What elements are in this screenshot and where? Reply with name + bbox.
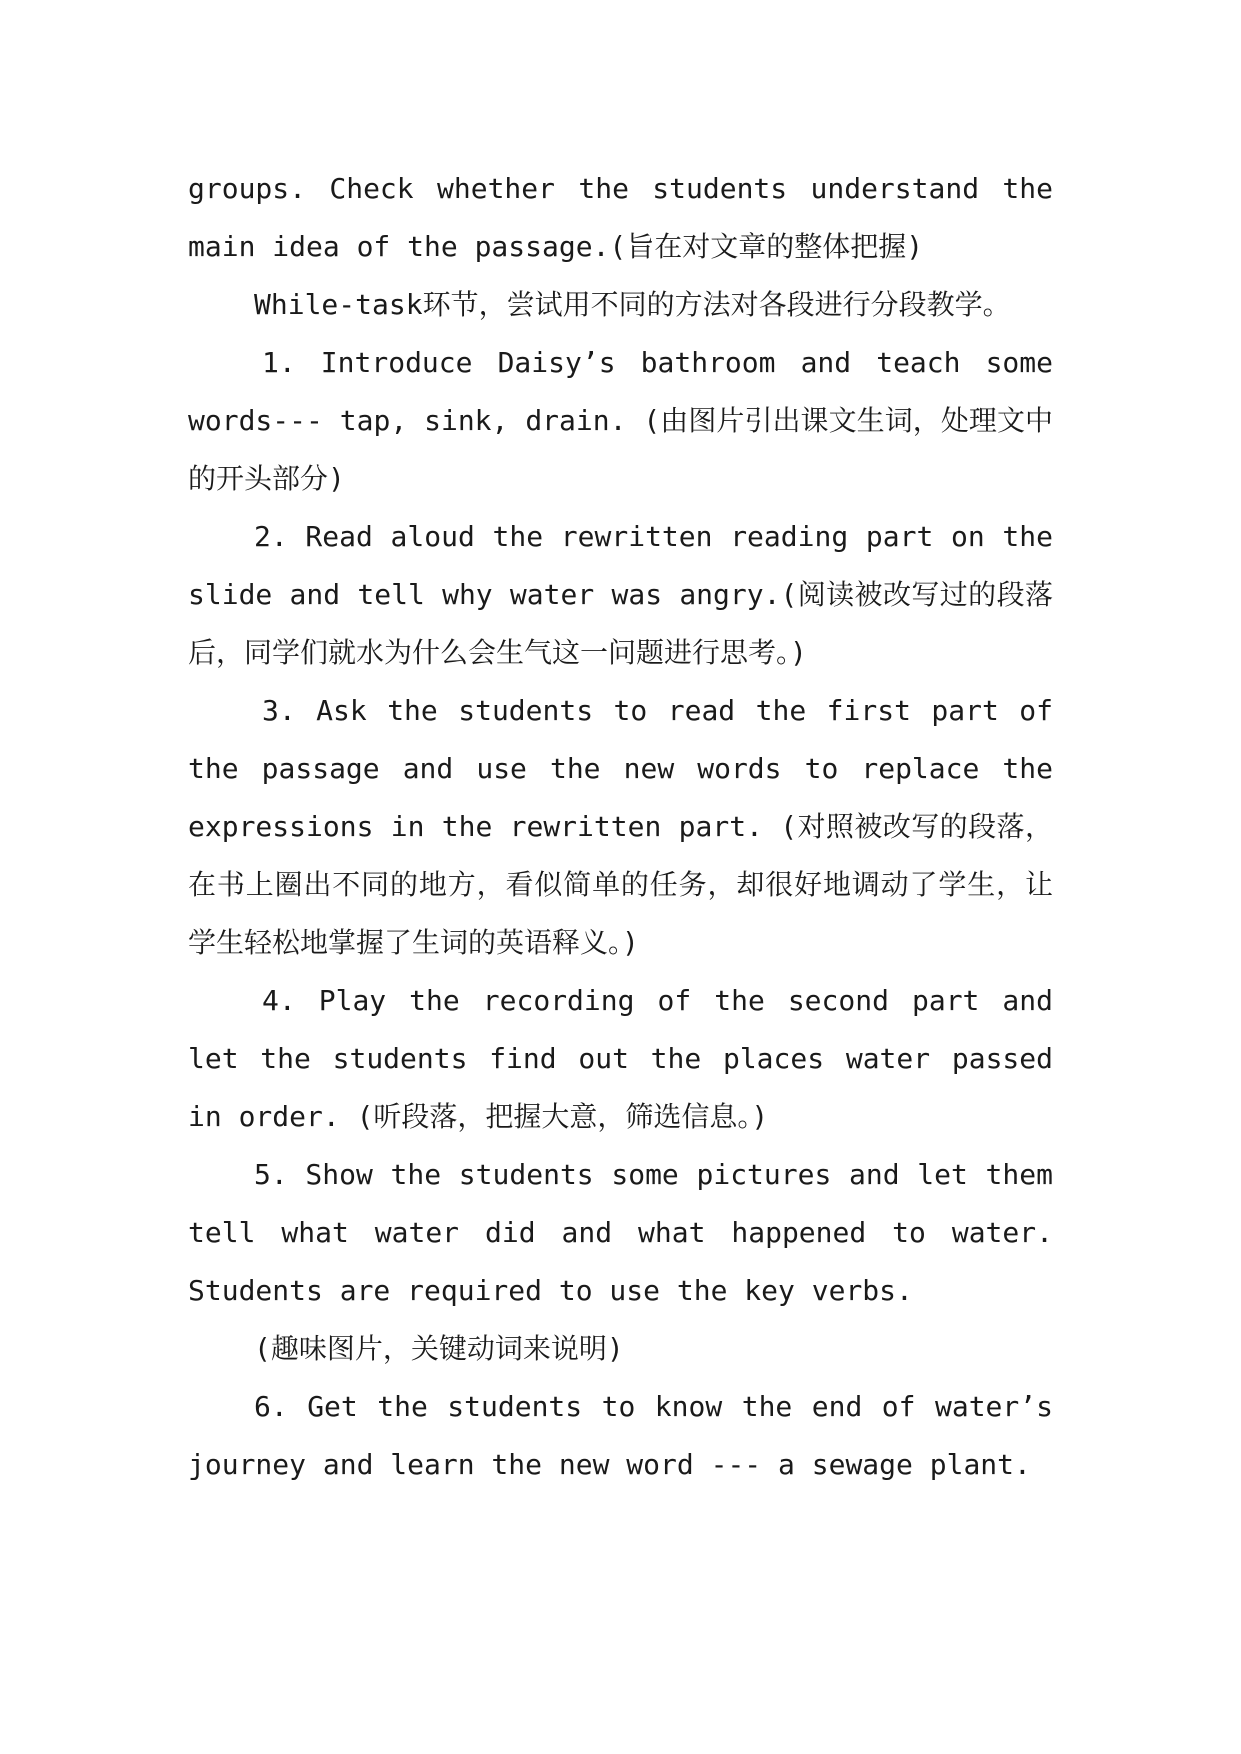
- paragraph-step-4: 4. Play the recording of the second part and let the students find out the places water passed in order. (听段落，把握大意，筛选信息。): [188, 984, 1053, 1133]
- paragraph-step-1: 1. Introduce Daisy’s bathroom and teach some words--- tap, sink, drain. (由图片引出课文生词，处理文中的开头部分): [188, 346, 1053, 495]
- document-body: [188, 160, 1053, 1494]
- paragraph-step-6: 6. Get the students to know the end of water’s journey and learn the new word --- a sewage plant.: [188, 1390, 1053, 1481]
- paragraph-step-5-note: (趣味图片，关键动词来说明): [254, 1332, 624, 1365]
- paragraph-groups-main-idea: groups. Check whether the students understand the main idea of the passage.(旨在对文章的整体把握): [188, 172, 1053, 263]
- paragraph-step-3: 3. Ask the students to read the first part of the passage and use the new words to replace the expressions in the rewritten part. (对照被改写的段落，在书上圈出不同的地方，看似简单的任务，却很好地调动了学生，让学生轻松地掌握了生词的英语释义。): [188, 694, 1053, 959]
- paragraph-step-5: 5. Show the students some pictures and let them tell what water did and what happened to water. Students are required to use the key verbs.: [188, 1158, 1053, 1307]
- paragraph-while-task: While-task环节，尝试用不同的方法对各段进行分段教学。: [254, 288, 1011, 321]
- paragraph-step-2: 2. Read aloud the rewritten reading part on the slide and tell why water was angry.(阅读被改写过的段落后，同学们就水为什么会生气这一问题进行思考。): [188, 520, 1053, 669]
